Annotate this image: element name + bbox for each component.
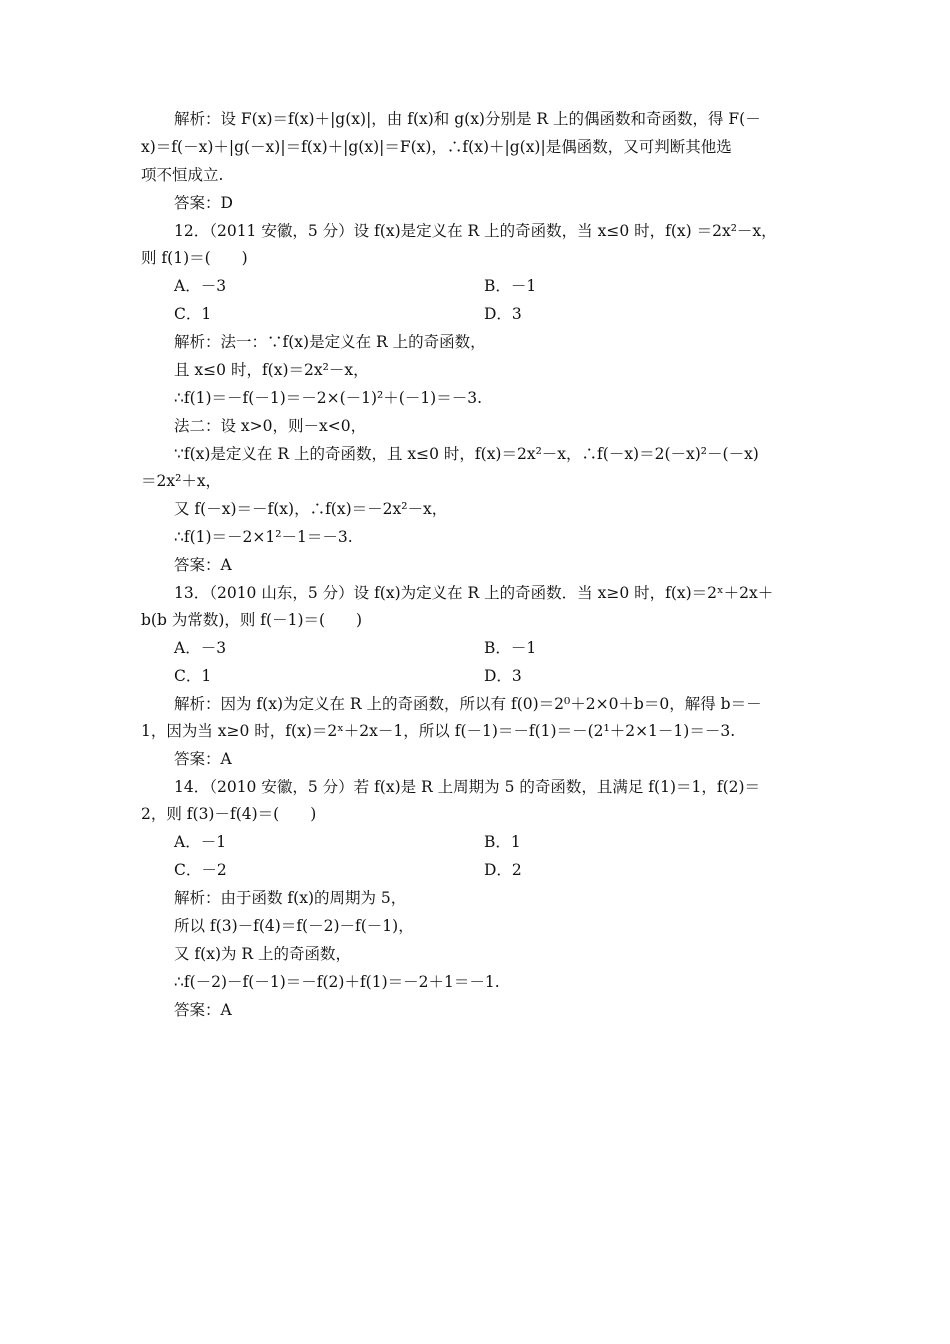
text-line: ∴f(1)＝－f(－1)＝－2×(－1)²＋(－1)＝－3. — [174, 389, 483, 407]
text-line: 又 f(－x)＝－f(x)，∴f(x)＝－2x²－x， — [174, 500, 448, 518]
answer-option: C．1 — [174, 667, 212, 685]
text-line: 1，因为当 x≥0 时，f(x)＝2ˣ＋2x－1，所以 f(－1)＝－f(1)＝－(2¹＋2×1－1)＝－3. — [141, 722, 736, 740]
text-line: ∴f(1)＝－2×1²－1＝－3. — [174, 528, 353, 546]
answer-option: D．3 — [484, 667, 522, 685]
text-line: 13．（2010 山东，5 分）设 f(x)为定义在 R 上的奇函数．当 x≥0 时，f(x)＝2ˣ＋2x＋ — [174, 584, 774, 602]
text-line: 14．（2010 安徽，5 分）若 f(x)是 R 上周期为 5 的奇函数，且满足 f(1)＝1，f(2)＝ — [174, 778, 761, 796]
text-line: 答案：D — [174, 194, 233, 212]
text-line: 答案：A — [174, 556, 232, 574]
answer-option: B．1 — [484, 833, 521, 851]
text-line: 2，则 f(3)－f(4)＝( ) — [141, 805, 317, 823]
answer-option: B．－1 — [484, 277, 537, 295]
text-line: 项不恒成立. — [141, 166, 224, 184]
answer-option: A．－1 — [174, 833, 227, 851]
answer-option: A．－3 — [174, 639, 227, 657]
text-line: 解析：设 F(x)＝f(x)＋|g(x)|，由 f(x)和 g(x)分别是 R 上的偶函数和奇函数，得 F(－ — [174, 110, 761, 128]
text-line: 答案：A — [174, 750, 232, 768]
text-line: ∵f(x)是定义在 R 上的奇函数，且 x≤0 时，f(x)＝2x²－x，∴f(－x)＝2(－x)²－(－x) — [174, 445, 759, 463]
answer-option: A．－3 — [174, 277, 227, 295]
text-line: 解析：因为 f(x)为定义在 R 上的奇函数，所以有 f(0)＝2⁰＋2×0＋b＝0，解得 b＝－ — [174, 695, 762, 713]
text-line: 12．（2011 安徽，5 分）设 f(x)是定义在 R 上的奇函数，当 x≤0 时，f(x) ＝2x²－x， — [174, 222, 777, 240]
text-line: 法二：设 x>0，则－x<0， — [174, 417, 367, 435]
text-line: 解析：由于函数 f(x)的周期为 5， — [174, 889, 407, 907]
answer-option: D．2 — [484, 861, 522, 879]
answer-option: C．1 — [174, 305, 212, 323]
text-line: 所以 f(3)－f(4)＝f(－2)－f(－1)， — [174, 917, 414, 935]
text-line: ＝2x²＋x， — [141, 472, 222, 490]
text-line: 且 x≤0 时，f(x)＝2x²－x， — [174, 361, 369, 379]
text-line: ∴f(－2)－f(－1)＝－f(2)＋f(1)＝－2＋1＝－1. — [174, 973, 500, 991]
text-line: 则 f(1)＝( ) — [141, 249, 248, 267]
answer-option: D．3 — [484, 305, 522, 323]
text-line: 又 f(x)为 R 上的奇函数， — [174, 945, 352, 963]
text-line: b(b 为常数)，则 f(－1)＝( ) — [141, 611, 363, 629]
answer-option: B．－1 — [484, 639, 537, 657]
answer-option: C．－2 — [174, 861, 227, 879]
text-line: 解析：法一：∵f(x)是定义在 R 上的奇函数， — [174, 333, 486, 351]
text-line: x)＝f(－x)＋|g(－x)|＝f(x)＋|g(x)|＝F(x)，∴f(x)＋|g(x)|是偶函数，又可判断其他选 — [141, 138, 732, 156]
text-line: 答案：A — [174, 1001, 232, 1019]
